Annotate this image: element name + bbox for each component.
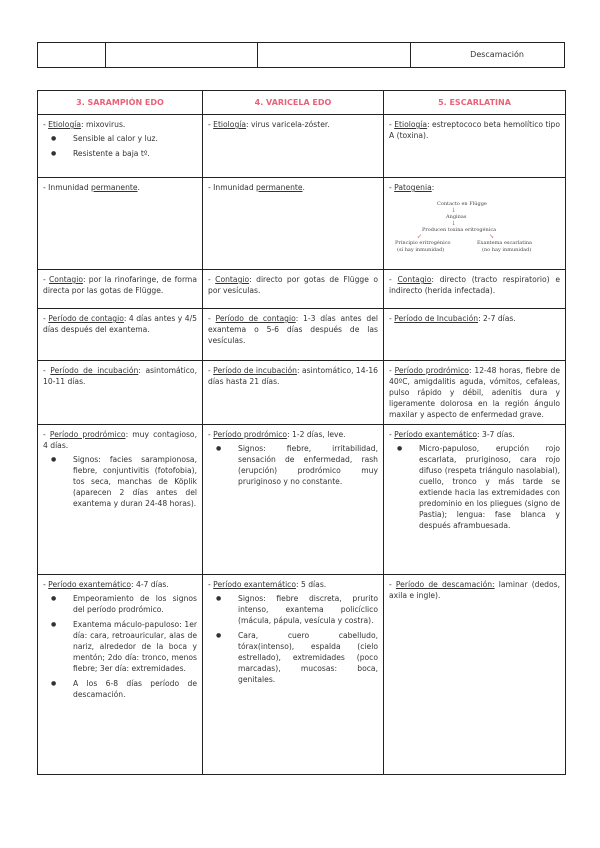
top-cell: [258, 43, 411, 67]
arrow-icon: ↓: [451, 207, 457, 214]
sarampion-etiologia: - Etiología: mixovirus. ● Sensible al calor y luz. ● Resistente a baja tº.: [38, 115, 203, 178]
escarlatina-etiologia: - Etiología: estreptococo beta hemolítico tipo A (toxina).: [384, 115, 566, 178]
bullet-list: [43, 593, 197, 700]
escarlatina-exantematico: - Período exantemático: 3-7 días. ● Micro-papuloso, erupción rojo escarlata, pruriginoso, cara rojo difuso (respeta triángulo nasolabial), cuello, tronco y más tarde se extiende hacia las extremidades con predominio en los pliegues (signo de Pastia); lengua: fase blanca y después aframbuesada.: [384, 425, 566, 575]
diagram-node: (sí hay inmunidad): [397, 247, 445, 253]
table-row: [38, 575, 566, 775]
varicela-incubacion: - Período de incubación: asintomático, 14-16 días hasta 21 días.: [203, 361, 384, 425]
header-escarlatina: 5. ESCARLATINA: [384, 91, 566, 115]
varicela-etiologia: - Etiología: virus varicela-zóster.: [203, 115, 384, 178]
arrow-icon: ↙: [417, 233, 423, 240]
table-row: [38, 178, 566, 270]
bullet-list: [43, 454, 197, 509]
varicela-periodo-contagio: - Período de contagio: 1-3 días antes del exantema o 5-6 días después de las vesículas.: [203, 309, 384, 361]
list-item: ● Sensible al calor y luz.: [61, 133, 197, 144]
varicela-inmunidad: - Inmunidad permanente.: [203, 178, 384, 270]
top-cell: [106, 43, 258, 67]
sarampion-prodromico: - Período prodrómico: muy contagioso, 4 días. ● Signos: facies sarampionosa, fiebre, conjuntivitis (fotofobia), tos seca, manchas de Köplik (aparecen 2 días antes del exantema y duran 24-48 horas).: [38, 425, 203, 575]
sarampion-periodo-contagio: - Período de contagio: 4 días antes y 4/5 días después del exantema.: [38, 309, 203, 361]
list-item: ● Micro-papuloso, erupción rojo escarlata, pruriginoso, cara rojo difuso (respeta triángulo nasolabial), cuello, tronco y más tarde se extiende hacia las extremidades con predominio en los pliegues (signo de Pastia); lengua: fase blanca y después aframbuesada.: [407, 443, 560, 531]
arrow-icon: ↓: [451, 220, 457, 227]
list-item: ● Cara, cuero cabelludo, tórax(intenso), espalda (cielo estrellado), extremidades (poco marcadas), mucosas: boca, genitales.: [226, 630, 378, 685]
header-row: [38, 91, 566, 115]
diagram-node: (no hay inmunidad): [482, 247, 532, 253]
patogenia-diagram: [389, 193, 560, 255]
top-cell: [38, 43, 106, 67]
bullet-list: [389, 443, 560, 531]
list-item: ● Exantema máculo-papuloso: 1er día: cara, retroauricular, alas de nariz, alrededor de la boca y mentón; 2do día: tronco, menos fiebre; 3er día: extremidades.: [61, 619, 197, 674]
list-item: ● Empeoramiento de los signos del período prodrómico.: [61, 593, 197, 615]
sarampion-contagio: - Contagio: por la rinofaringe, de forma directa por las gotas de Flügge.: [38, 270, 203, 309]
header-varicela: 4. VARICELA EDO: [203, 91, 384, 115]
table-row: [38, 115, 566, 178]
table-row: [38, 361, 566, 425]
escarlatina-descamacion: - Período de descamación: laminar (dedos, axila e ingle).: [384, 575, 566, 775]
list-item: ● Resistente a baja tº.: [61, 148, 197, 159]
list-item: ● Signos: fiebre, irritabilidad, sensación de enfermedad, rash (erupción) prodrómico muy pruriginoso y no constante.: [226, 443, 378, 487]
varicela-contagio: - Contagio: directo por gotas de Flügge o por vesículas.: [203, 270, 384, 309]
bullet-list: [43, 133, 197, 159]
top-table-row: [37, 42, 565, 68]
arrow-icon: ↘: [489, 233, 495, 240]
varicela-exantematico: - Período exantemático: 5 días. ● Signos: fiebre discreta, prurito intenso, exantema policíclico (mácula, pápula, vesícula y costra). ● Cara, cuero cabelludo, tórax(intenso), espalda (cielo estrellado), extremidades (poco marcadas), mucosas: boca, genitales.: [203, 575, 384, 775]
sarampion-inmunidad: - Inmunidad permanente.: [38, 178, 203, 270]
escarlatina-contagio: - Contagio: directo (tracto respiratorio) e indirecto (herida infectada).: [384, 270, 566, 309]
top-cell-descamacion: Descamación: [470, 50, 524, 59]
diagram-node: Producen toxina eritrogénica: [422, 227, 497, 233]
sarampion-exantematico: - Período exantemático: 4-7 días. ● Empeoramiento de los signos del período prodrómico. ● Exantema máculo-papuloso: 1er día: cara, retroauricular, alas de nariz, alrededor de la boca y mentón; 2do día: tronco, menos fiebre; 3er día: extremidades. ● A los 6-8 días período de descamación.: [38, 575, 203, 775]
header-sarampion: 3. SARAMPIÓN EDO: [38, 91, 203, 115]
list-item: ● Signos: fiebre discreta, prurito intenso, exantema policíclico (mácula, pápula, vesícula y costra).: [226, 593, 378, 626]
escarlatina-incubacion: - Período de Incubación: 2-7 días.: [384, 309, 566, 361]
list-item: ● A los 6-8 días período de descamación.: [61, 678, 197, 700]
table-row: [38, 425, 566, 575]
sarampion-incubacion: - Período de incubación: asintomático, 10-11 días.: [38, 361, 203, 425]
bullet-list: [208, 593, 378, 685]
diagram-node: Contacto en Flügge: [437, 201, 487, 207]
table-row: [38, 309, 566, 361]
bullet-list: [208, 443, 378, 487]
diagram-node: Anginas: [446, 214, 467, 220]
table-row: [38, 270, 566, 309]
diseases-table: [37, 90, 566, 775]
escarlatina-patogenia: - Patogenia: Contacto en Flügge ↓ Anginas ↓ Producen toxina eritrogénica ↙ ↘ Principio eritrogénico (sí hay inmunidad) Exantema escarlatina (no hay inmunidad): [384, 178, 566, 270]
escarlatina-prodromico: - Período prodrómico: 12-48 horas, fiebre de 40ºC, amigdalitis aguda, vómitos, cefaleas, pulso rápido y débil, adenitis dura y ligeramente dolorosa en la región ángulo maxilar y aspecto de enfermedad grave.: [384, 361, 566, 425]
diagram-node: Exantema escarlatina: [477, 240, 533, 246]
diagram-node: Principio eritrogénico: [395, 240, 451, 246]
list-item: ● Signos: facies sarampionosa, fiebre, conjuntivitis (fotofobia), tos seca, manchas de Köplik (aparecen 2 días antes del exantema y duran 24-48 horas).: [61, 454, 197, 509]
varicela-prodromico: - Período prodrómico: 1-2 días, leve. ● Signos: fiebre, irritabilidad, sensación de enfermedad, rash (erupción) prodrómico muy pruriginoso y no constante.: [203, 425, 384, 575]
